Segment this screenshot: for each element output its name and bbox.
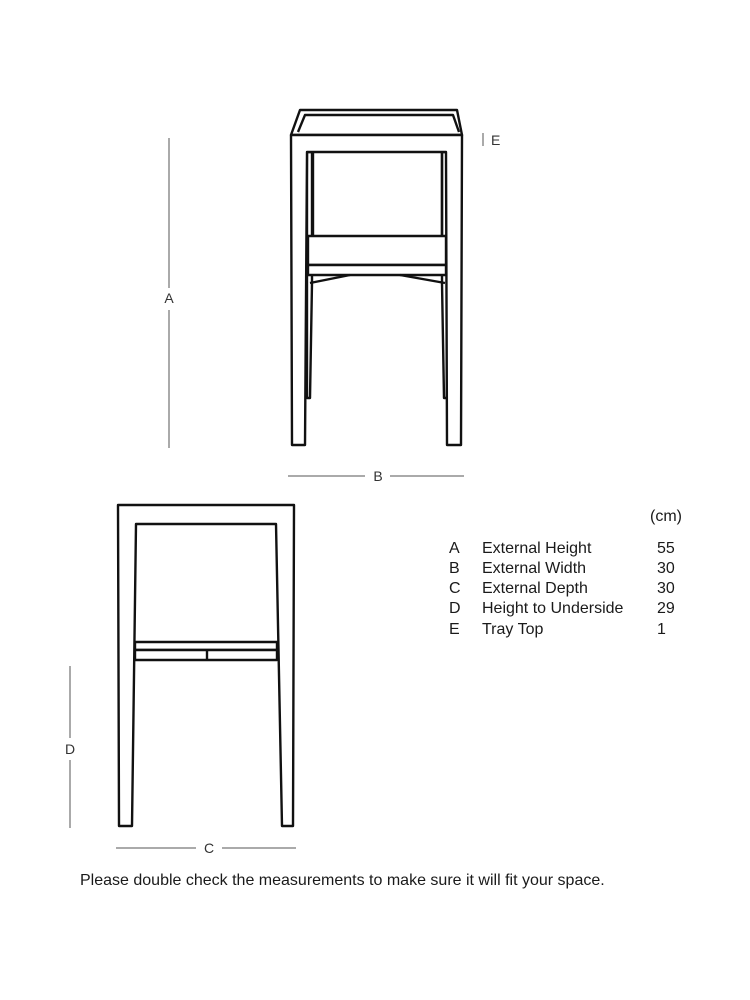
label-c: C	[203, 840, 215, 856]
dimension-key: B	[449, 560, 460, 577]
dimension-value: 30	[657, 560, 675, 577]
dimension-value: 29	[657, 600, 675, 617]
footer-note: Please double check the measurements to make sure it will fit your space.	[80, 872, 605, 889]
dimension-value: 30	[657, 580, 675, 597]
dimension-key: C	[449, 580, 461, 597]
dimension-name: External Width	[482, 560, 587, 577]
label-d: D	[64, 741, 76, 757]
label-a: A	[164, 290, 174, 306]
dimension-name: Tray Top	[482, 621, 544, 638]
unit-label: (cm)	[650, 508, 682, 525]
front-view-drawing	[291, 110, 462, 445]
dimension-key: D	[449, 600, 461, 617]
dimension-name: External Depth	[482, 580, 588, 597]
dimension-value: 55	[657, 540, 675, 557]
label-e: E	[491, 132, 501, 148]
dimension-name: Height to Underside	[482, 600, 624, 617]
dimension-name: External Height	[482, 540, 592, 557]
dimension-key: E	[449, 621, 460, 638]
dimension-key: A	[449, 540, 460, 557]
label-b: B	[373, 468, 383, 484]
side-view-drawing	[118, 505, 294, 826]
dimension-value: 1	[657, 621, 666, 638]
